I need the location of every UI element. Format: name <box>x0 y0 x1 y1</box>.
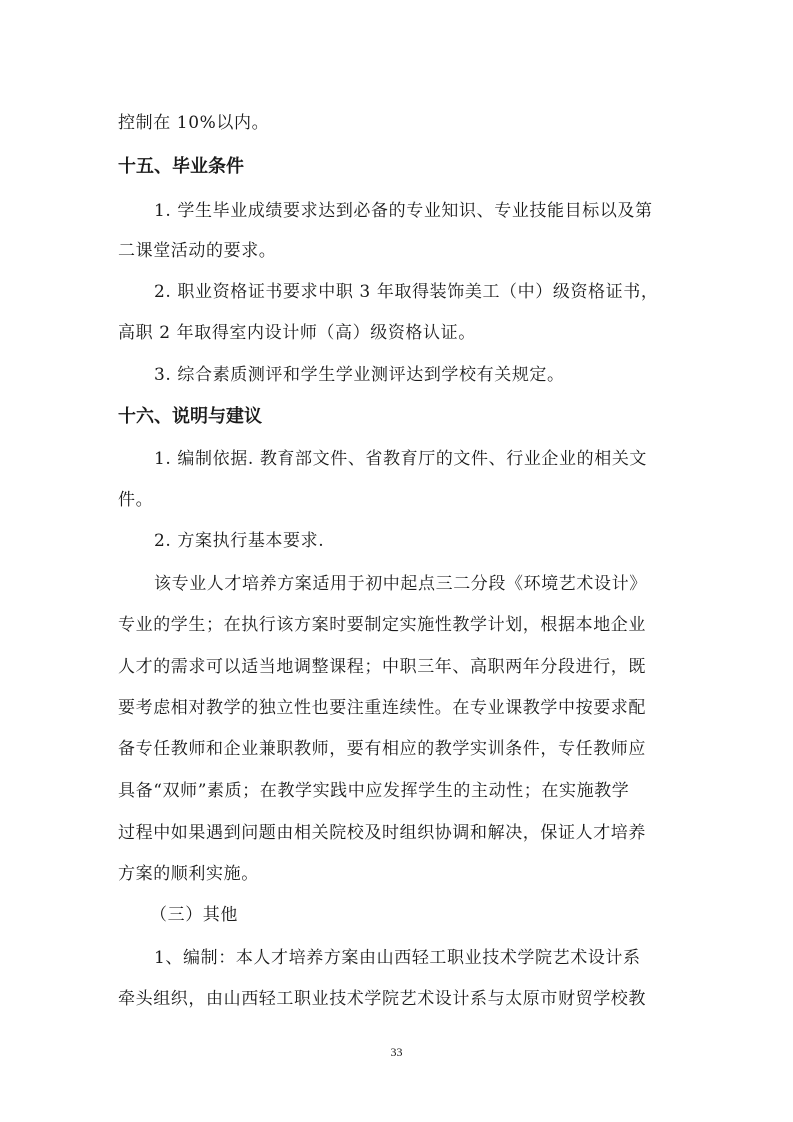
text-line: 过程中如果遇到问题由相关院校及时组织协调和解决，保证人才培养 <box>118 823 646 843</box>
text-line: 件。 <box>118 490 154 510</box>
text-line: 二课堂活动的要求。 <box>118 241 277 261</box>
text-line: 2. 方案执行基本要求. <box>154 531 325 551</box>
text-line: 该专业人才培养方案适用于初中起点三二分段《环境艺术设计》 <box>154 574 647 594</box>
text-line: 要考虑相对教学的独立性也要注重连续性。在专业课教学中按要求配 <box>118 698 646 718</box>
text-line: 1. 编制依据. 教育部文件、省教育厅的文件、行业企业的相关文 <box>154 449 648 469</box>
text-line: 专业的学生；在执行该方案时要制定实施性教学计划，根据本地企业 <box>118 615 646 635</box>
text-line: 人才的需求可以适当地调整课程；中职三年、高职两年分段进行，既 <box>118 657 646 677</box>
text-line: 控制在 10%以内。 <box>118 113 270 133</box>
text-line: 牵头组织，由山西轻工职业技术学院艺术设计系与太原市财贸学校教 <box>118 989 646 1009</box>
text-line: 1、编制：本人才培养方案由山西轻工职业技术学院艺术设计系 <box>154 948 641 968</box>
text-line: 具备“双师”素质；在教学实践中应发挥学生的主动性；在实施教学 <box>118 781 630 801</box>
subsection-heading-other: （三）其他 <box>150 905 238 925</box>
text-line: 3. 综合素质测评和学生学业测评达到学校有关规定。 <box>154 365 565 385</box>
section-heading-graduation: 十五、毕业条件 <box>118 156 244 177</box>
text-line: 2. 职业资格证书要求中职 3 年取得装饰美工（中）级资格证书， <box>154 282 659 302</box>
text-line: 高职 2 年取得室内设计师（高）级资格认证。 <box>118 323 476 343</box>
text-line: 方案的顺利实施。 <box>118 864 259 884</box>
text-line: 1. 学生毕业成绩要求达到必备的专业知识、专业技能目标以及第 <box>154 201 653 221</box>
text-line: 备专任教师和企业兼职教师，要有相应的教学实训条件，专任教师应 <box>118 739 646 759</box>
section-heading-notes: 十六、说明与建议 <box>118 406 262 427</box>
page-number: 33 <box>390 1045 403 1059</box>
